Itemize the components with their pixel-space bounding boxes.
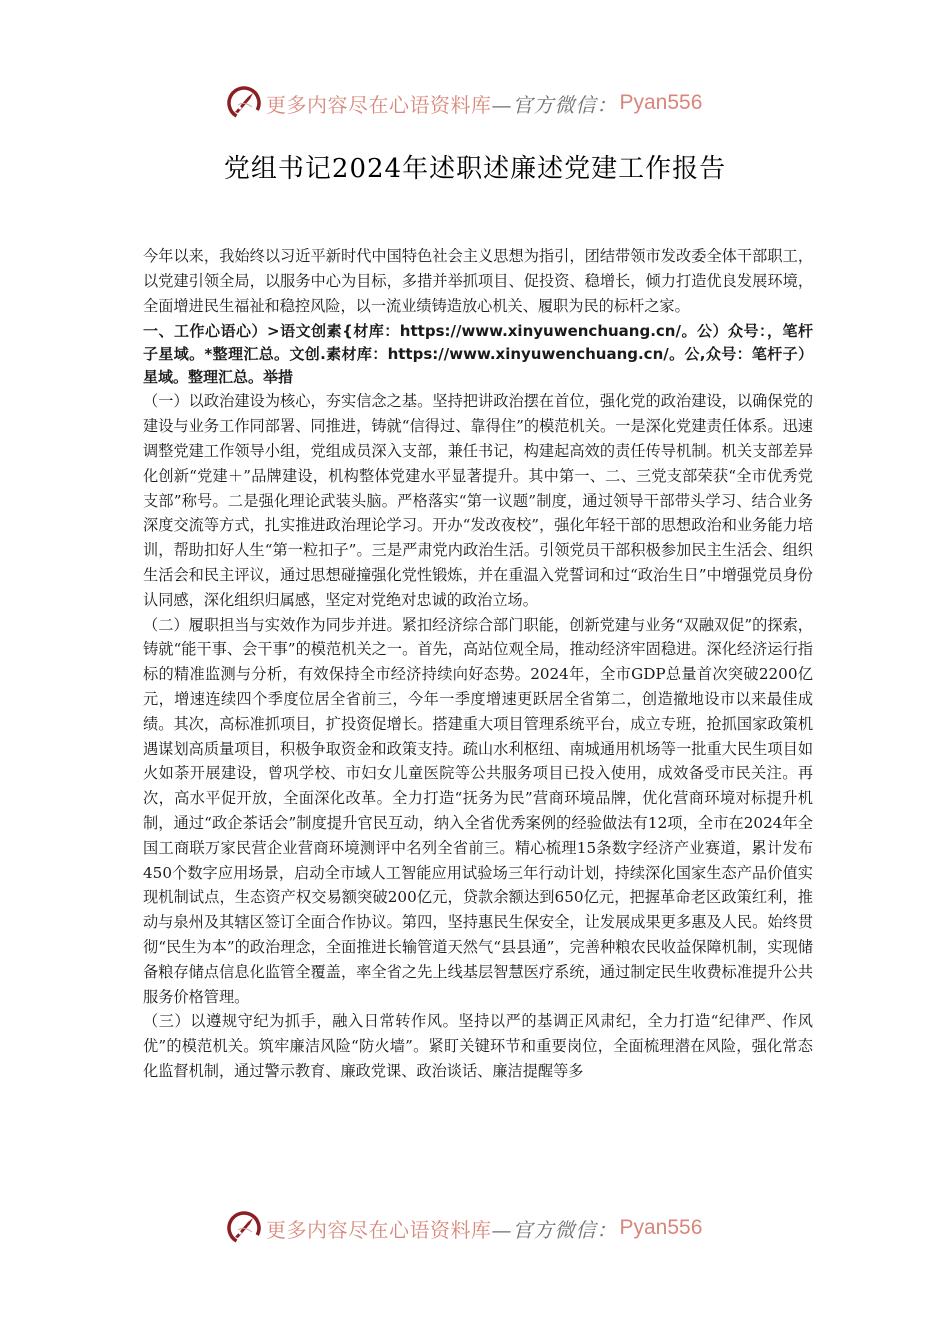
document-body bbox=[143, 244, 813, 1084]
body-paragraph: （一）以政治建设为核心，夯实信念之基。坚持把讲政治摆在首位，强化党的政治建设，以确保党的建设与业务工作同部署、同推进，铸就“信得过、靠得住”的模范机关。一是深化党建责任体系。迅速调整党建工作领导小组，党组成员深入支部，兼任书记，构建起高效的责任传导机制。机关支部差异化创新“党建＋”品牌建设，机构整体党建水平显著提升。其中第一、二、三党支部荣获“全市优秀党支部”称号。二是强化理论武装头脑。严格落实“第一议题”制度，通过领导干部带头学习、结合业务深度交流等方式，扎实推进政治理论学习。开办“发改夜校”，强化年轻干部的思想政治和业务能力培训，帮助扣好人生“第一粒扣子”。三是严肃党内政治生活。引领党员干部积极参加民主生活会、组织生活会和民主评议，通过思想碰撞强化党性锻炼，并在重温入党誓词和过“政治生日”中增强党员身份认同感，深化组织归属感，坚定对党绝对忠诚的政治立场。 bbox=[143, 392, 813, 609]
section-heading: 一、工作心语心）>语文创素{材库：https://www.xinyuwenchuang.cn/。公）众号：，笔杆子星域。*整理汇总。文创.素材库：https://www.xinyuwenchuang.cn/。公,众号：笔杆子）星域。整理汇总。举措 bbox=[143, 322, 813, 387]
body-paragraph: （三）以遵规守纪为抓手，融入日常转作风。坚持以严的基调正风肃纪，全力打造“纪律严、作风优”的模范机关。筑牢廉洁风险“防火墙”。紧盯关键环节和重要岗位，全面梳理潜在风险，强化常态化监督机制，通过警示教育、廉政党课、政治谈话、廉洁提醒等多 bbox=[143, 1012, 813, 1080]
footer-banner bbox=[226, 1208, 702, 1248]
banner-wechat-id: Pyan556 bbox=[619, 1216, 703, 1239]
document-title: 党组书记2024年述职述廉述党建工作报告 bbox=[223, 154, 727, 184]
banner-dash-text: —官方微信： bbox=[491, 92, 618, 117]
banner-main-text: 更多内容尽在心语资料库 bbox=[266, 1217, 492, 1242]
quill-pen-logo-icon bbox=[226, 1210, 262, 1246]
intro-paragraph: 今年以来，我始终以习近平新时代中国特色社会主义思想为指引，团结带领市发改委全体干部职工，以党建引领全局，以服务中心为目标，多措并举抓项目、促投资、稳增长，倾力打造优良发展环境，全面增进民生福祉和稳控风险，以一流业绩铸造放心机关、履职为民的标杆之家。 bbox=[143, 247, 813, 315]
body-paragraph: （二）履职担当与实效作为同步并进。紧扣经济综合部门职能，创新党建与业务“双融双促”的探索，铸就“能干事、会干事”的模范机关之一。首先，高站位观全局，推动经济牢固稳进。深化经济运行指标的精准监测与分析，有效保持全市经济持续向好态势。2024年，全市GDP总量首次突破2200亿元，增速连续四个季度位居全省前三，今年一季度增速更跃居全省第二，创造撤地设市以来最佳成绩。其次，高标准抓项目，扩投资促增长。搭建重大项目管理系统平台，成立专班，抢抓国家政策机遇谋划高质量项目，积极争取资金和政策支持。疏山水利枢纽、南城通用机场等一批重大民生项目如火如荼开展建设，曾巩学校、市妇女儿童医院等公共服务项目已投入使用，成效备受市民关注。再次，高水平促开放，全面深化改革。全力打造“抚务为民”营商环境品牌，优化营商环境对标提升机制，通过“政企茶话会”制度提升官民互动，纳入全省优秀案例的经验做法有12项，全市在2024年全国工商联万家民营企业营商环境测评中名列全省前三。精心梳理15条数字经济产业赛道，累计发布450个数字应用场景，启动全市域人工智能应用试验场三年行动计划，持续深化国家生态产品价值实现机制试点，生态资产权交易额突破200亿元，贷款余额达到650亿元，把握革命老区政策红利，推动与泉州及其辖区签订全面合作协议。第四，坚持惠民生保安全，让发展成果更多惠及人民。始终贯彻“民生为本”的政治理念，全面推进长输管道天然气“县县通”，完善种粮农民收益保障机制，实现储备粮存储点信息化监管全覆盖，率全省之先上线基层智慧医疗系统，通过制定民生收费标准提升公共服务价格管理。 bbox=[143, 615, 813, 1006]
banner-main-text: 更多内容尽在心语资料库 bbox=[266, 92, 492, 117]
banner-dash-text: —官方微信： bbox=[491, 1217, 618, 1242]
quill-pen-logo-icon bbox=[226, 85, 262, 121]
banner-wechat-id: Pyan556 bbox=[619, 91, 703, 114]
header-banner bbox=[226, 83, 702, 123]
